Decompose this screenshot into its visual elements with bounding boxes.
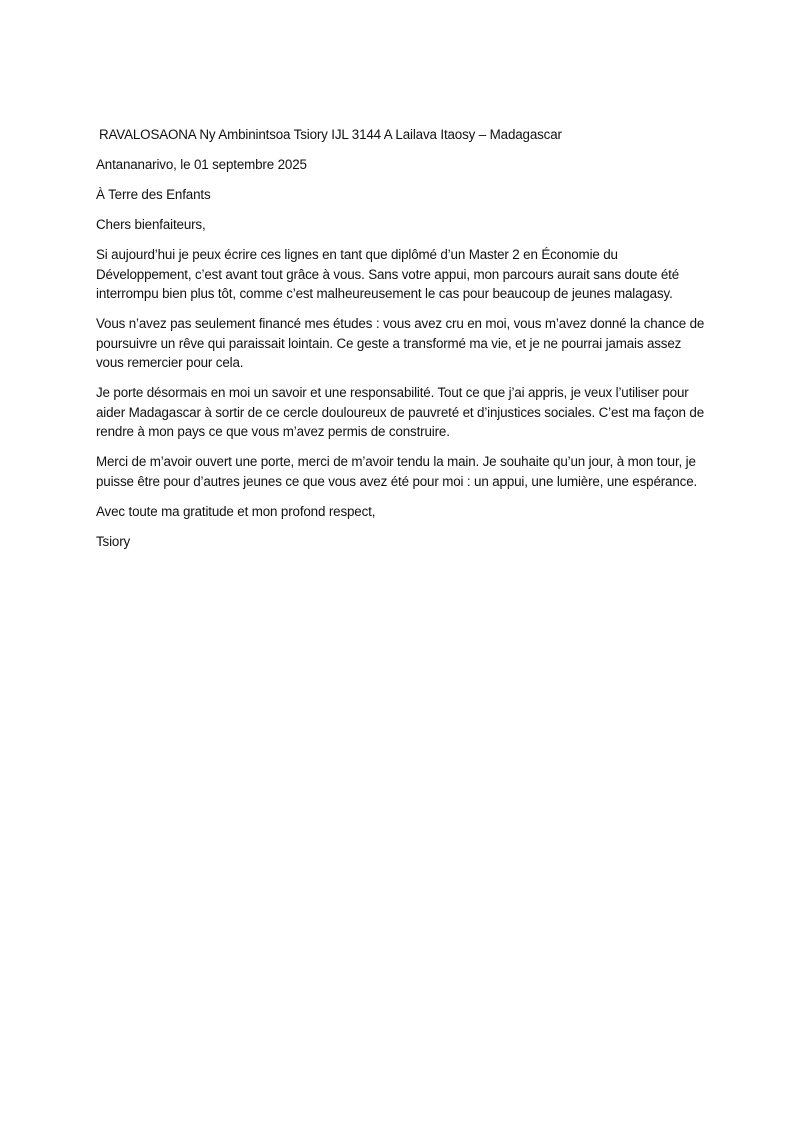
place-and-date: Antananarivo, le 01 septembre 2025 bbox=[96, 157, 307, 172]
paragraph-1: Si aujourd’hui je peux écrire ces lignes en tant que diplômé d’un Master 2 en Économie du Développement, c’est avant tout grâce à vous. Sans votre appui, mon parcours aurait sans doute été interrompu bien plus tôt, comme c’est malheureusement le cas pour beaucoup de jeunes malagasy. bbox=[96, 247, 680, 301]
salutation: Chers bienfaiteurs, bbox=[96, 217, 206, 232]
paragraph-3: Je porte désormais en moi un savoir et une responsabilité. Tout ce que j’ai appris, je veux l’utiliser pour aider Madagascar à sortir de ce cercle douloureux de pauvreté et d’injustices sociales. C’est ma façon de rendre à mon pays ce que vous m’avez permis de construire. bbox=[96, 385, 704, 439]
closing: Avec toute ma gratitude et mon profond respect, bbox=[96, 503, 376, 519]
recipient: À Terre des Enfants bbox=[96, 187, 211, 202]
sender-address: RAVALOSAONA Ny Ambinintsoa Tsiory IJL 3144 A Lailava Itaosy – Madagascar bbox=[99, 127, 562, 142]
letter-body bbox=[96, 125, 706, 562]
paragraph-4: Merci de m’avoir ouvert une porte, merci de m’avoir tendu la main. Je souhaite qu’un jour, à mon tour, je puisse être pour d’autres jeunes ce que vous avez été pour moi : un appui, une lumière, une espérance. bbox=[96, 454, 698, 489]
signature: Tsiory bbox=[96, 533, 131, 549]
paragraph-2: Vous n’avez pas seulement financé mes études : vous avez cru en moi, vous m’avez donné la chance de poursuivre un rêve qui paraissait lointain. Ce geste a transformé ma vie, et je ne pourrai jamais assez vous remercier pour cela. bbox=[96, 316, 705, 370]
